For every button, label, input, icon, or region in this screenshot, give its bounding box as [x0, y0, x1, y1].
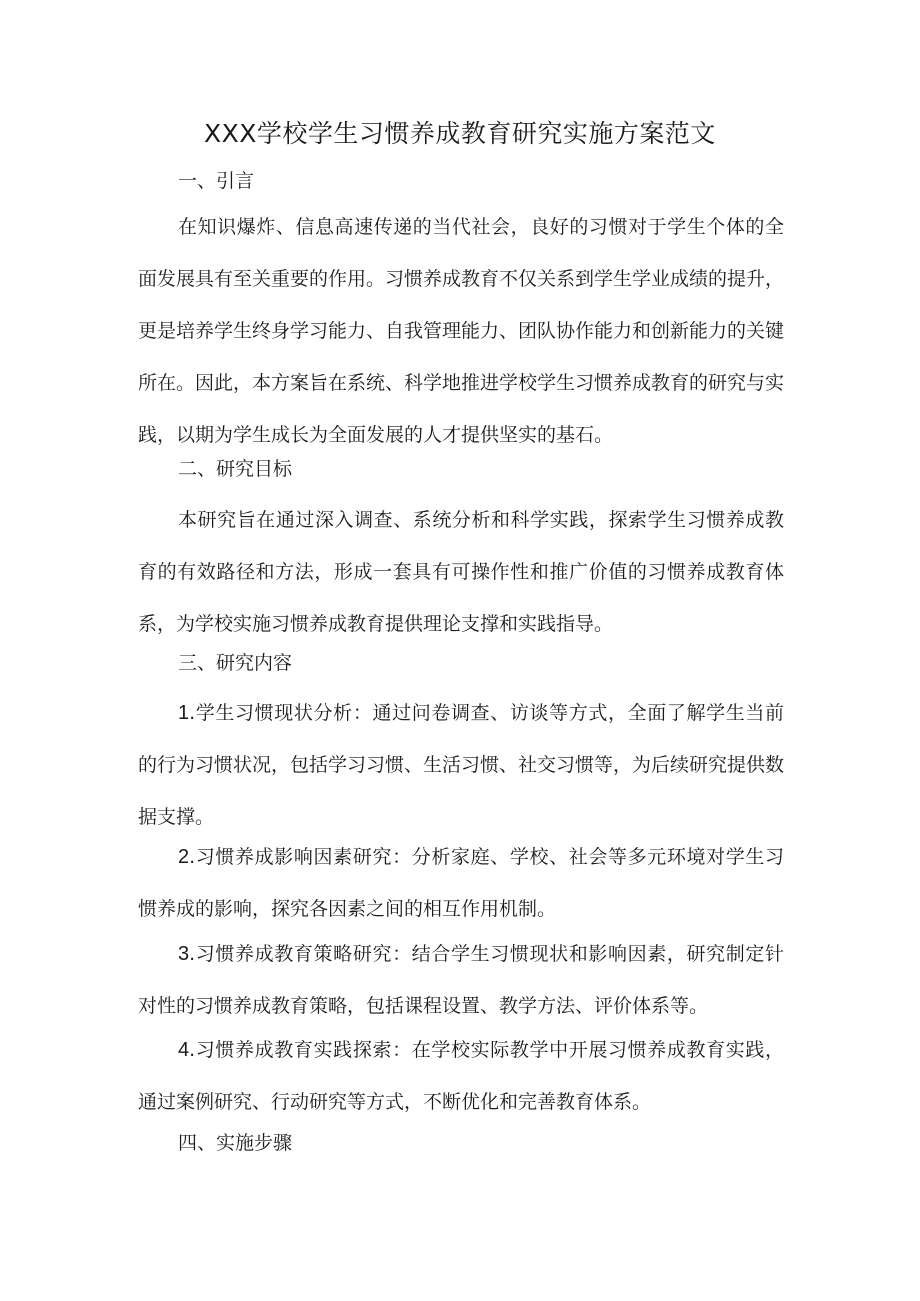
goals-paragraph: 本研究旨在通过深入调查、系统分析和科学实践，探索学生习惯养成教育的有效路径和方法，形成一套具有可操作性和推广价值的习惯养成教育体系，为学校实施习惯养成教育提供理论支撑和实践指导。 [138, 509, 784, 635]
document-title: XXX学校学生习惯养成教育研究实施方案范文 [204, 119, 716, 148]
intro-paragraph: 在知识爆炸、信息高速传递的当代社会，良好的习惯对于学生个体的全面发展具有至关重要的作用。习惯养成教育不仅关系到学生学业成绩的提升，更是培养学生终身学习能力、自我管理能力、团队协作能力和创新能力的关键所在。因此，本方案旨在系统、科学地推进学校学生习惯养成教育的研究与实践，以期为学生成长为全面发展的人才提供坚实的基石。 [138, 216, 785, 446]
section-heading-content: 三、研究内容 [178, 652, 293, 674]
section-heading-goals: 二、研究目标 [178, 458, 293, 480]
content-item-number: 3 [178, 943, 190, 965]
content-item-text: .学生习惯现状分析：通过问卷调查、访谈等方式，全面了解学生当前的行为习惯状况，包括学习习惯、生活习惯、社交习惯等，为后续研究提供数据支撑。 [138, 702, 785, 828]
content-item-2 [138, 831, 784, 935]
content-item-number: 4 [178, 1039, 190, 1061]
content-item-number: 1 [178, 702, 190, 724]
content-item-text: .习惯养成教育实践探索：在学校实际教学中开展习惯养成教育实践，通过案例研究、行动研究等方式，不断优化和完善教育体系。 [138, 1039, 784, 1113]
content-item-text: .习惯养成教育策略研究：结合学生习惯现状和影响因素，研究制定针对性的习惯养成教育策略，包括课程设置、教学方法、评价体系等。 [138, 943, 784, 1017]
content-item-number: 2 [178, 846, 190, 868]
section-heading-steps: 四、实施步骤 [178, 1132, 293, 1154]
content-item-1 [138, 687, 784, 843]
content-item-4 [138, 1024, 784, 1128]
content-item-3 [138, 928, 784, 1032]
content-item-text: .习惯养成影响因素研究：分析家庭、学校、社会等多元环境对学生习惯养成的影响，探究各因素之间的相互作用机制。 [138, 846, 784, 920]
section-heading-intro: 一、引言 [178, 170, 255, 192]
